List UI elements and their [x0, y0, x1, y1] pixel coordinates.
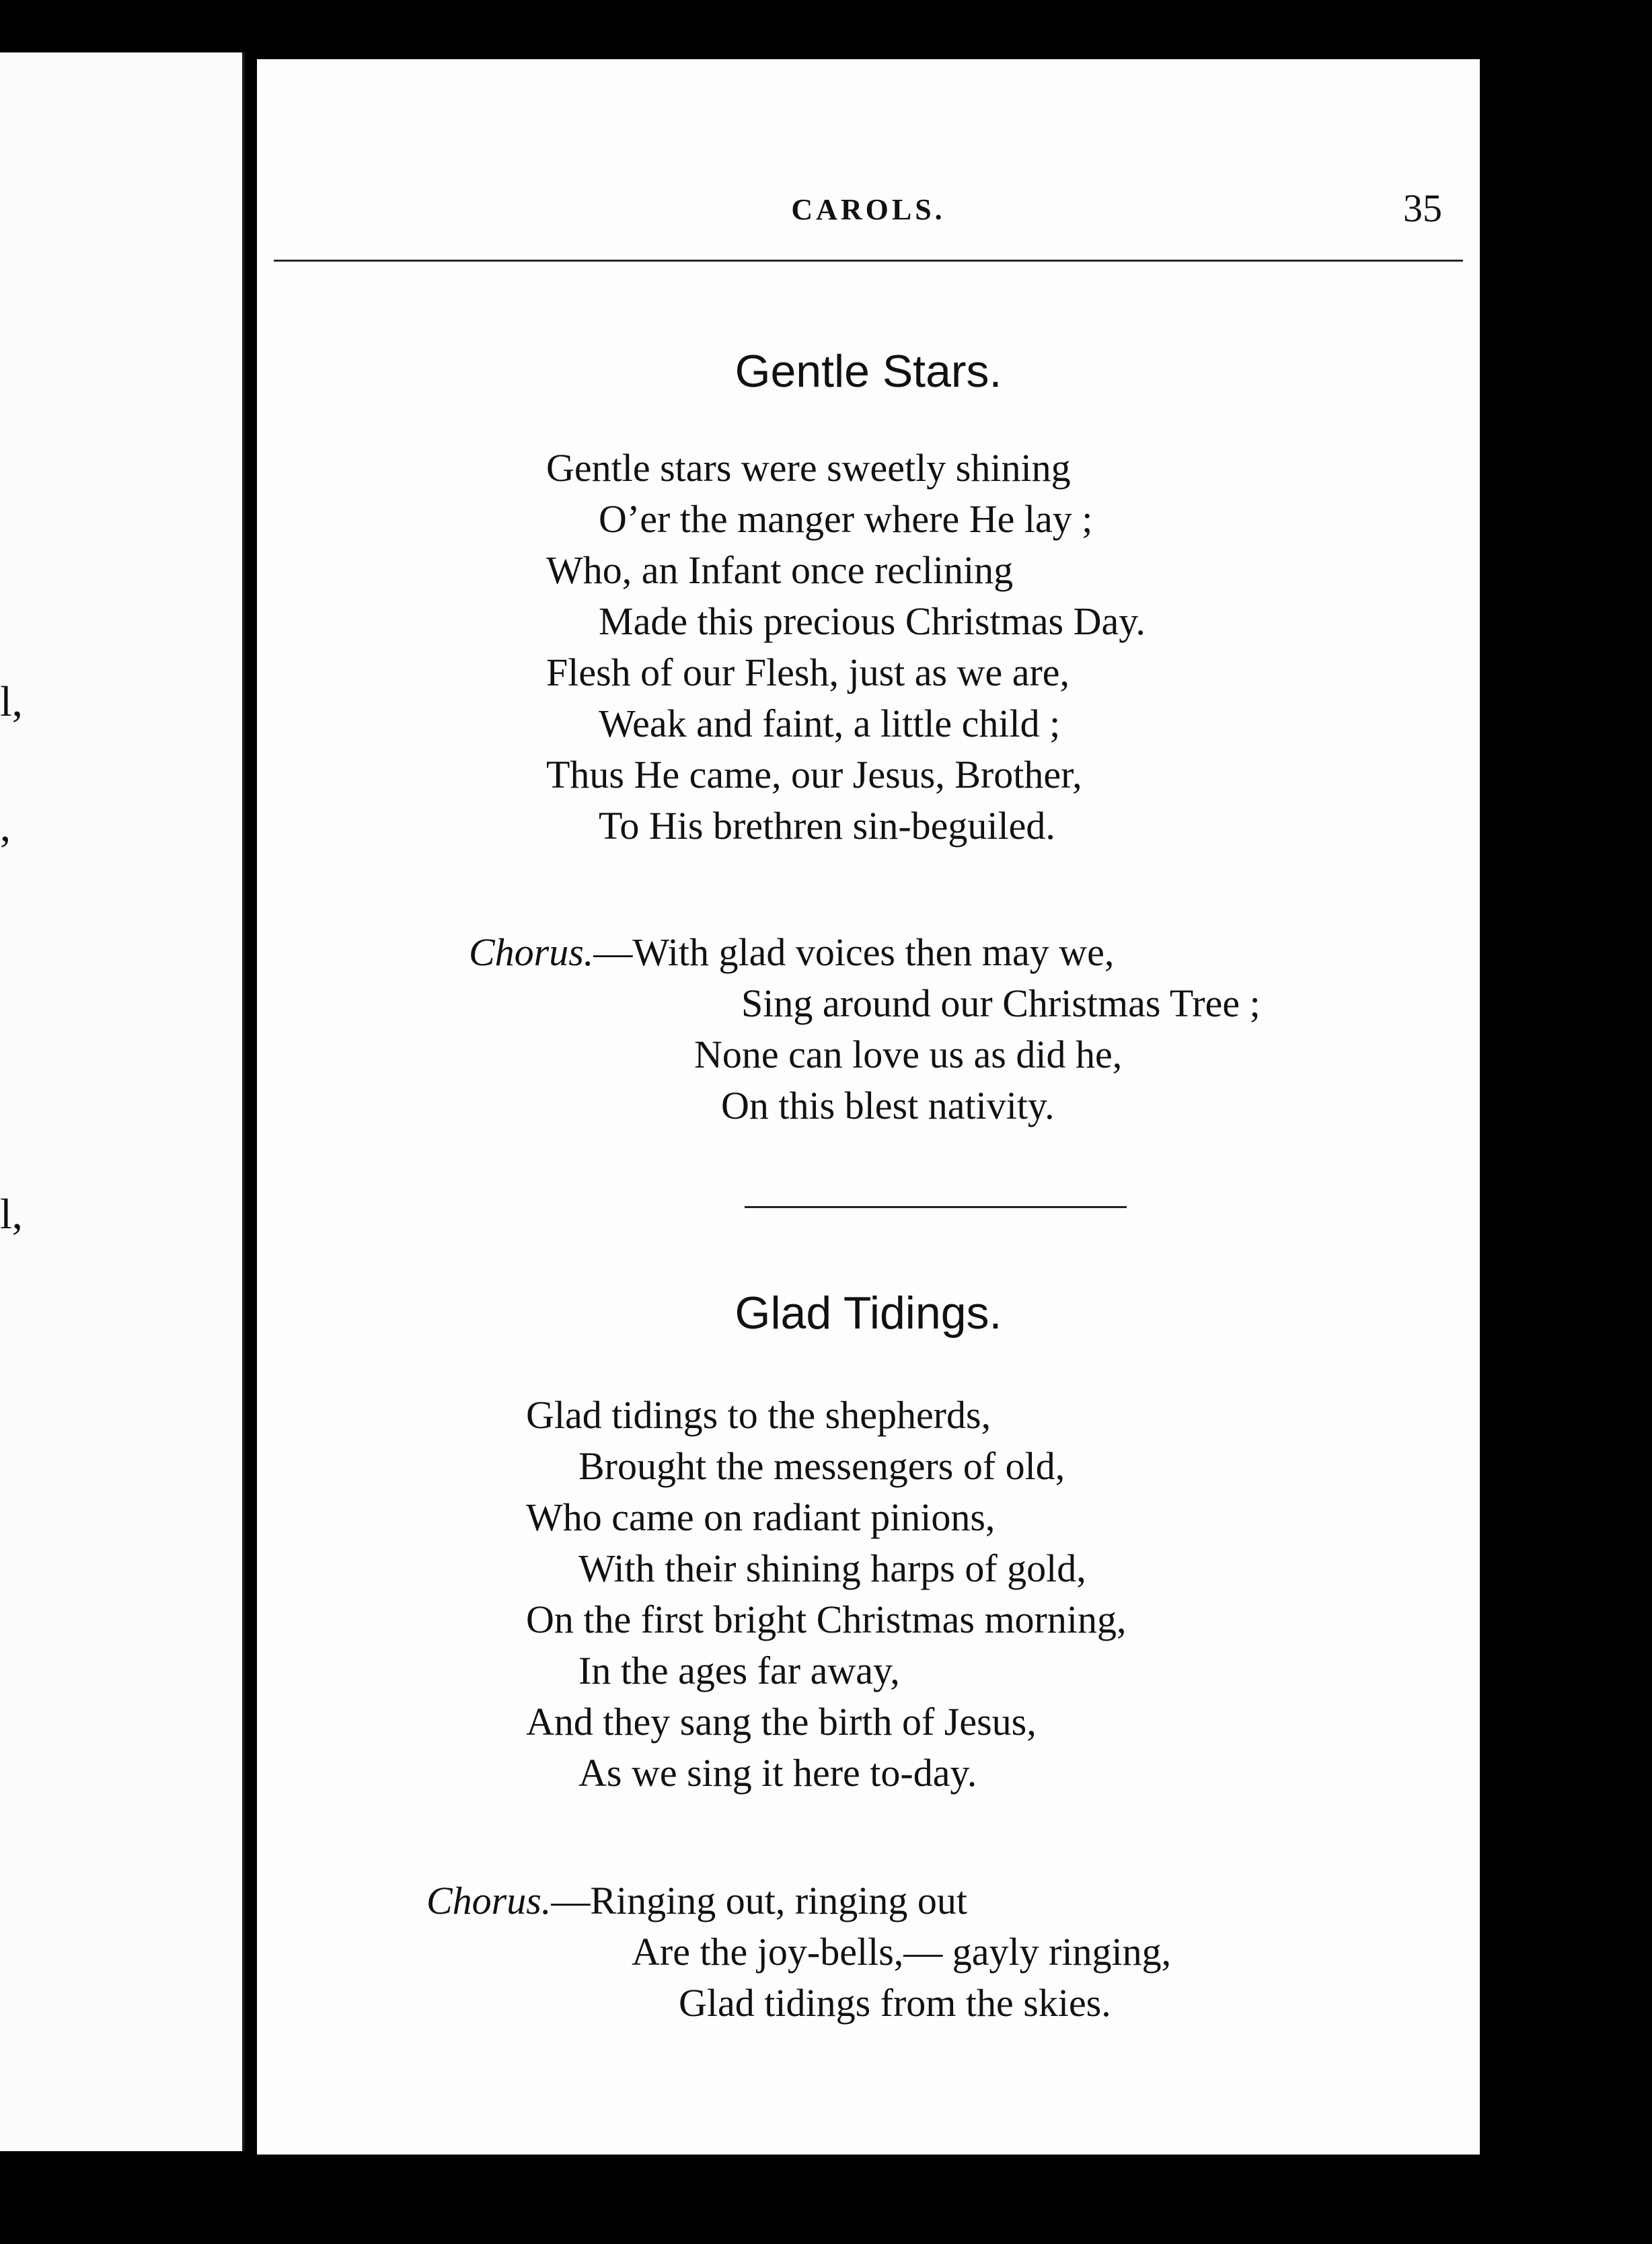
verse-line: Flesh of our Flesh, just as we are, [546, 650, 1070, 694]
previous-page-fragment: l, [0, 1190, 23, 1238]
chorus-line-text: —With glad voices then may we, [593, 930, 1115, 974]
verse-line: Who, an Infant once reclining [546, 548, 1014, 592]
verse-line: Made this precious Christmas Day. [599, 599, 1146, 643]
book-gutter [245, 40, 257, 2153]
chorus-line-text: —Ringing out, ringing out [551, 1879, 968, 1922]
verse-line: On this blest nativity. [721, 1084, 1055, 1127]
verse-line: None can love us as did he, [694, 1033, 1123, 1076]
verse-line: Glad tidings to the shepherds, [526, 1393, 991, 1437]
verse-line: And they sang the birth of Jesus, [526, 1700, 1037, 1744]
verse-line [426, 1875, 1171, 1927]
chorus-label: Chorus. [426, 1879, 552, 1922]
verse-line: Sing around our Christmas Tree ; [741, 981, 1261, 1025]
header-rule [274, 260, 1463, 262]
poem-stanza-glad-tidings [526, 1390, 1127, 1799]
chorus-label: Chorus. [469, 930, 594, 974]
verse-line: Who came on radiant pinions, [526, 1495, 996, 1539]
section-divider [745, 1206, 1127, 1208]
verse-line: Glad tidings from the skies. [679, 1981, 1111, 2025]
verse-line: Gentle stars were sweetly shining [546, 446, 1071, 490]
previous-page-fragment: , [0, 802, 11, 850]
verse-line: O’er the manger where He lay ; [599, 497, 1093, 541]
verse-line: Brought the messengers of old, [578, 1444, 1065, 1488]
poem-title-gentle-stars: Gentle Stars. [735, 346, 1002, 397]
running-head [257, 186, 1480, 253]
verse-line: With their shining harps of gold, [578, 1546, 1086, 1590]
verse-line: On the first bright Christmas morning, [526, 1598, 1127, 1641]
previous-page-fragment: l, [0, 677, 23, 725]
running-title: CAROLS. [791, 193, 946, 226]
verse-line: In the ages far away, [578, 1649, 900, 1692]
poem-chorus-glad-tidings [426, 1875, 1171, 2029]
poem-title-glad-tidings: Glad Tidings. [735, 1287, 1002, 1339]
verse-line: As we sing it here to-day. [578, 1751, 977, 1795]
previous-page-edge [0, 52, 245, 2151]
poem-chorus-gentle-stars [469, 927, 1261, 1131]
verse-line: Thus He came, our Jesus, Brother, [546, 753, 1082, 796]
verse-line: To His brethren sin-beguiled. [599, 804, 1055, 848]
verse-line [469, 927, 1261, 978]
page-number: 35 [1403, 186, 1442, 230]
poem-stanza-gentle-stars [546, 443, 1146, 852]
verse-line: Are the joy-bells,— gayly ringing, [632, 1930, 1172, 1974]
book-page [257, 59, 1480, 2155]
verse-line: Weak and faint, a little child ; [599, 702, 1061, 745]
